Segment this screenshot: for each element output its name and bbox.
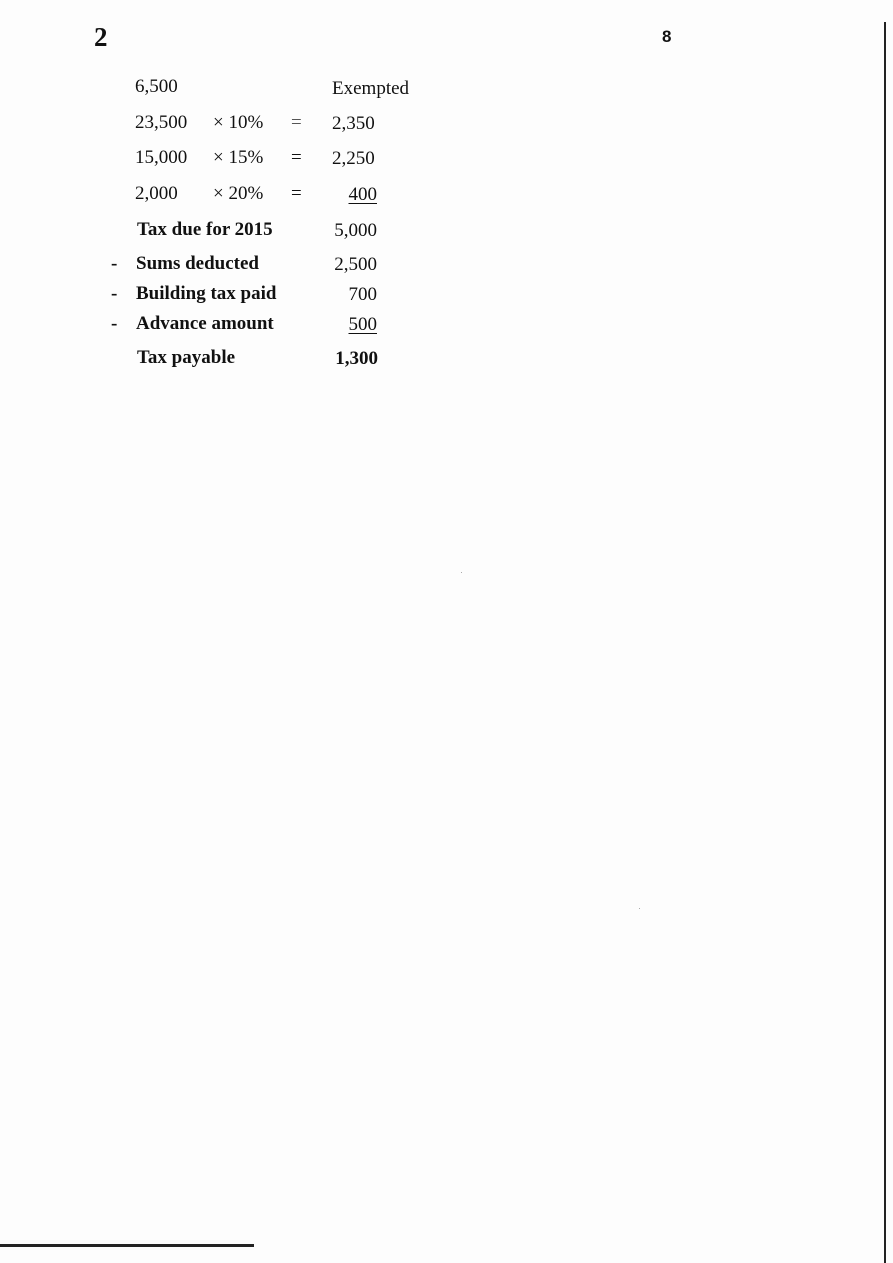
bracket-amount: 15,000 — [135, 147, 188, 168]
bracket-result: 400 — [348, 184, 377, 205]
tax-payable-label: Tax payable — [137, 347, 236, 368]
deduction-label: Sums deducted — [136, 253, 259, 274]
bottom-rule — [0, 1244, 254, 1247]
deduction-label: Advance amount — [136, 313, 274, 334]
scan-speck — [461, 572, 462, 573]
bracket-amount: 2,000 — [135, 183, 178, 204]
bracket-rate: × 10% — [213, 112, 264, 133]
deduction-value: 700 — [348, 284, 377, 305]
right-page-border — [884, 22, 886, 1263]
deduction-value: 2,500 — [334, 254, 377, 275]
bracket-rate: × 15% — [213, 147, 264, 168]
tax-due-label: Tax due for 2015 — [137, 219, 273, 240]
deduction-dash: - — [111, 253, 118, 274]
page-number-left: 2 — [94, 22, 108, 52]
equals-sign: = — [291, 183, 302, 204]
bracket-result: Exempted — [332, 78, 410, 99]
scan-speck — [639, 908, 640, 909]
deduction-dash: - — [111, 283, 118, 304]
deduction-dash: - — [111, 313, 118, 334]
tax-due-value: 5,000 — [334, 220, 377, 241]
bracket-amount: 6,500 — [135, 76, 178, 97]
equals-sign: = — [291, 147, 302, 168]
bracket-rate: × 20% — [213, 183, 264, 204]
tax-payable-value: 1,300 — [335, 348, 378, 369]
deduction-label: Building tax paid — [136, 283, 277, 304]
bracket-result: 2,250 — [332, 148, 375, 169]
page-number-right: 8 — [662, 27, 672, 46]
bracket-amount: 23,500 — [135, 112, 188, 133]
bracket-result: 2,350 — [332, 113, 375, 134]
deduction-value: 500 — [348, 314, 377, 335]
equals-sign: = — [291, 112, 302, 133]
